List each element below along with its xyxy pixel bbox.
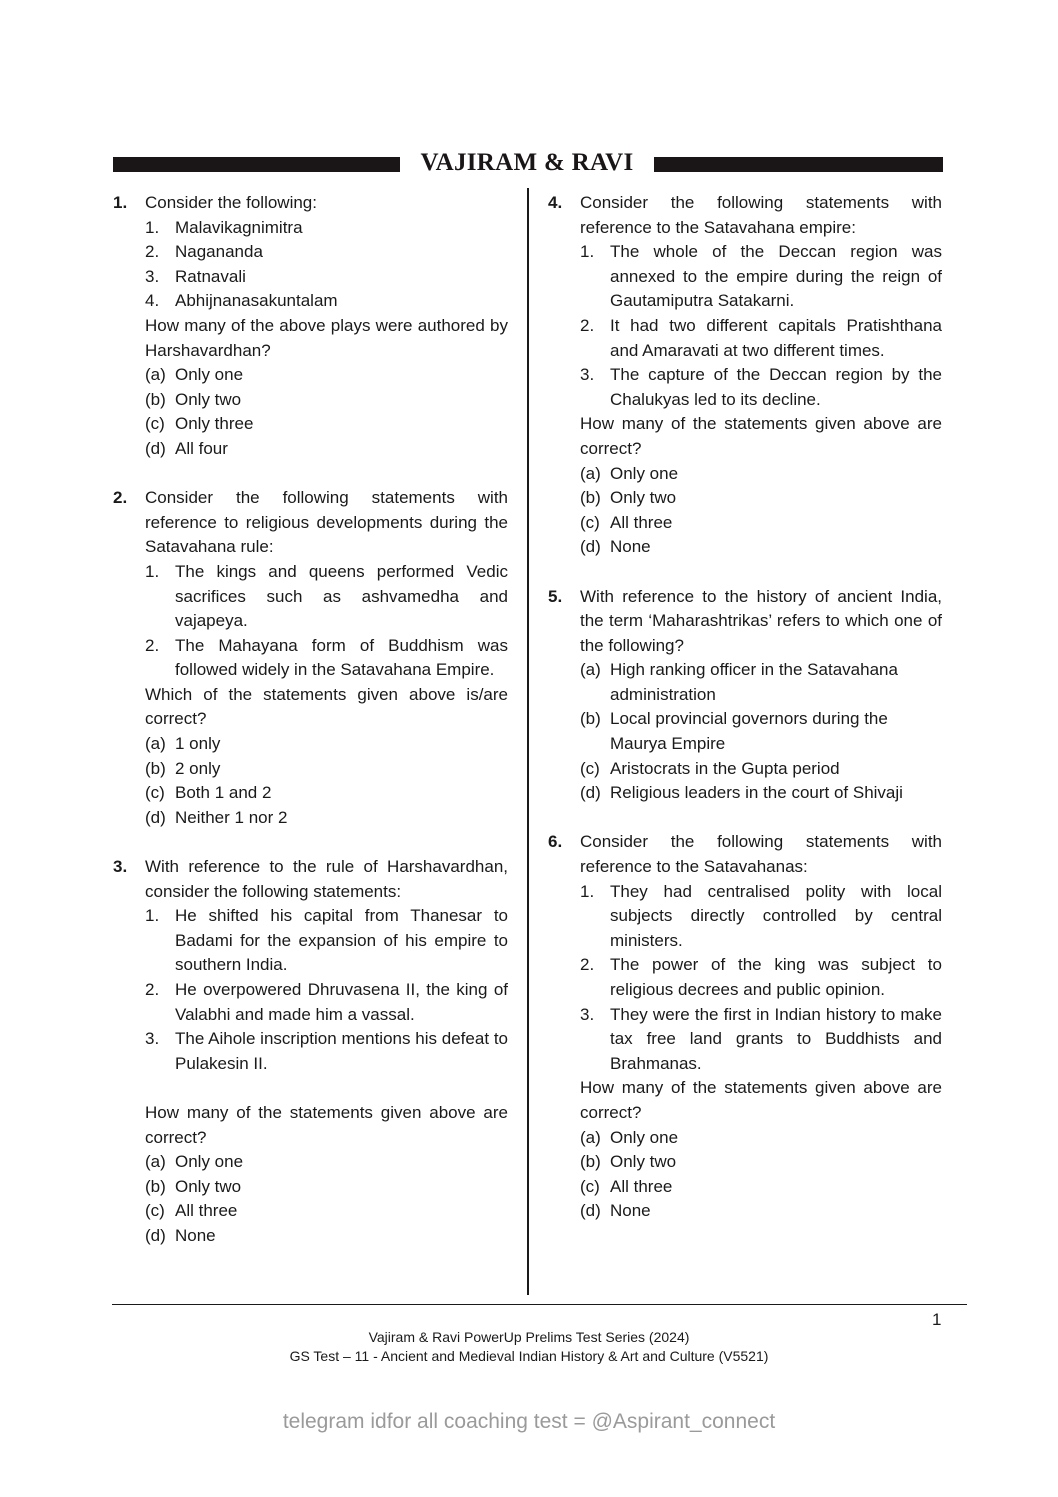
option-text: Only three bbox=[175, 414, 254, 434]
question-prompt: How many of the above plays were authored by Harshavardhan? bbox=[145, 315, 508, 360]
answer-option bbox=[580, 462, 942, 487]
option-text: Only two bbox=[175, 1176, 242, 1196]
statement-text: They had centralised polity with local subjects directly controlled by central ministers. bbox=[610, 881, 942, 950]
option-text: Local provincial governors during the Maurya Empire bbox=[610, 709, 888, 754]
right-column bbox=[548, 191, 942, 1249]
statement-label: 3. bbox=[580, 365, 595, 385]
answer-option bbox=[145, 732, 508, 757]
answer-option bbox=[145, 1150, 508, 1175]
statement-item bbox=[145, 216, 508, 241]
question-number: 6. bbox=[548, 832, 563, 852]
question-body bbox=[145, 191, 508, 462]
statement-item bbox=[580, 240, 942, 314]
option-label: (a) bbox=[145, 1152, 166, 1172]
option-label: (b) bbox=[145, 1176, 166, 1196]
question-4 bbox=[548, 191, 942, 560]
option-label: (c) bbox=[145, 414, 165, 434]
statement-text: The power of the king was subject to religious decrees and public opinion. bbox=[610, 955, 942, 999]
option-text: Only one bbox=[175, 1152, 244, 1172]
answer-option bbox=[580, 707, 942, 756]
statement-label: 2. bbox=[145, 242, 160, 262]
statement-item bbox=[145, 904, 508, 978]
question-1 bbox=[113, 191, 508, 462]
statement-text: It had two different capitals Pratishthana and Amaravati at two different times. bbox=[610, 315, 942, 360]
footer-rule bbox=[112, 1304, 967, 1305]
question-stem: Consider the following: bbox=[145, 193, 317, 212]
statement-text: He shifted his capital from Thanesar to Badami for the expansion of his empire to southern India. bbox=[175, 906, 508, 975]
statement-item bbox=[580, 363, 942, 412]
statement-label: 1. bbox=[580, 242, 595, 262]
statement-text: The Mahayana form of Buddhism was followed widely in the Satavahana Empire. bbox=[175, 635, 508, 680]
question-body bbox=[580, 830, 942, 1224]
option-label: (c) bbox=[580, 512, 600, 532]
answer-option bbox=[145, 1175, 508, 1200]
statement-item bbox=[580, 953, 942, 1002]
statement-label: 1. bbox=[145, 217, 160, 237]
option-text: Neither 1 nor 2 bbox=[175, 807, 288, 827]
page-number: 1 bbox=[932, 1310, 942, 1329]
option-text: All three bbox=[175, 1201, 238, 1221]
left-column bbox=[113, 191, 508, 1273]
option-text: Only two bbox=[610, 1152, 677, 1172]
statement-text: He overpowered Dhruvasena II, the king of Valabhi and made him a vassal. bbox=[175, 980, 508, 1024]
answer-option bbox=[580, 486, 942, 511]
answer-option bbox=[145, 412, 508, 437]
option-label: (c) bbox=[580, 1176, 600, 1196]
statement-label: 2. bbox=[145, 980, 160, 999]
statement-text: The whole of the Deccan region was annexed to the empire during the reign of Gautamiputra Satakarni. bbox=[610, 242, 942, 311]
column-divider bbox=[527, 188, 529, 1295]
option-label: (a) bbox=[580, 1127, 601, 1147]
statement-text: They were the first in Indian history to make tax free land grants to Buddhists and Brahmanas. bbox=[610, 1004, 942, 1073]
option-label: (d) bbox=[580, 1201, 601, 1221]
option-label: (a) bbox=[145, 734, 166, 754]
question-stem: With reference to the rule of Harshavardhan, consider the following statements: bbox=[145, 857, 508, 901]
answer-option bbox=[145, 363, 508, 388]
statement-item bbox=[145, 634, 508, 683]
option-label: (b) bbox=[580, 488, 601, 508]
option-text: Only one bbox=[610, 463, 679, 483]
option-text: Only two bbox=[175, 389, 242, 409]
statement-text: The Aihole inscription mentions his defeat to Pulakesin II. bbox=[175, 1029, 508, 1073]
option-label: (a) bbox=[580, 463, 601, 483]
option-label: (d) bbox=[580, 537, 601, 557]
option-label: (c) bbox=[580, 758, 600, 778]
option-text: Aristocrats in the Gupta period bbox=[610, 758, 840, 778]
statement-label: 1. bbox=[145, 561, 160, 581]
footer-series: Vajiram & Ravi PowerUp Prelims Test Series (2024) bbox=[368, 1329, 690, 1345]
option-text: All three bbox=[610, 512, 673, 532]
header-bar-right bbox=[654, 157, 943, 172]
question-number: 2. bbox=[113, 488, 128, 508]
option-text: Only two bbox=[610, 488, 677, 508]
option-text: Both 1 and 2 bbox=[175, 783, 272, 803]
statement-text: Abhijnanasakuntalam bbox=[175, 291, 338, 311]
statement-item bbox=[145, 978, 508, 1027]
answer-option bbox=[580, 781, 942, 806]
question-prompt: How many of the statements given above are correct? bbox=[145, 1102, 508, 1147]
statement-label: 4. bbox=[145, 291, 160, 311]
question-stem: Consider the following statements with reference to the Satavahanas: bbox=[580, 832, 942, 877]
answer-option bbox=[580, 535, 942, 560]
option-text: 2 only bbox=[175, 758, 221, 778]
statement-text: The kings and queens performed Vedic sacrifices such as ashvamedha and vajapeya. bbox=[175, 561, 508, 631]
answer-option bbox=[580, 1175, 942, 1200]
question-number: 4. bbox=[548, 193, 563, 212]
option-label: (c) bbox=[145, 1201, 165, 1221]
question-stem: Consider the following statements with reference to the Satavahana empire: bbox=[580, 193, 942, 237]
option-label: (d) bbox=[145, 438, 166, 458]
option-text: 1 only bbox=[175, 734, 221, 754]
statement-item bbox=[145, 289, 508, 314]
question-body bbox=[580, 585, 942, 806]
answer-option bbox=[145, 388, 508, 413]
statement-text: Nagananda bbox=[175, 242, 263, 262]
answer-option bbox=[580, 757, 942, 782]
question-number: 3. bbox=[113, 857, 128, 877]
statement-label: 2. bbox=[145, 635, 160, 655]
statement-text: Malavikagnimitra bbox=[175, 217, 303, 237]
option-text: All three bbox=[610, 1176, 673, 1196]
answer-option bbox=[580, 1150, 942, 1175]
question-stem: With reference to the history of ancient India, the term ‘Maharashtrikas’ refers to which one of the following? bbox=[580, 586, 942, 655]
option-label: (b) bbox=[580, 1152, 601, 1172]
answer-option bbox=[145, 437, 508, 462]
answer-option bbox=[580, 1126, 942, 1151]
question-body bbox=[580, 191, 942, 560]
brand-title: VAJIRAM & RAVI bbox=[420, 149, 634, 176]
question-body bbox=[145, 486, 508, 830]
statement-item bbox=[145, 265, 508, 290]
option-text: None bbox=[610, 537, 651, 557]
option-label: (b) bbox=[145, 758, 166, 778]
question-2 bbox=[113, 486, 508, 830]
statement-item bbox=[145, 1027, 508, 1076]
answer-option bbox=[580, 658, 942, 707]
option-label: (b) bbox=[580, 709, 601, 729]
option-text: Only one bbox=[175, 365, 244, 385]
option-label: (a) bbox=[145, 365, 166, 385]
statement-label: 2. bbox=[580, 955, 595, 975]
answer-option bbox=[145, 1199, 508, 1224]
statement-label: 2. bbox=[580, 315, 595, 335]
answer-option bbox=[145, 757, 508, 782]
statement-label: 3. bbox=[580, 1004, 595, 1024]
answer-option bbox=[580, 1199, 942, 1224]
statement-item bbox=[580, 880, 942, 954]
spacer bbox=[145, 1076, 508, 1101]
option-label: (d) bbox=[580, 783, 601, 803]
question-prompt: How many of the statements given above are correct? bbox=[580, 1078, 942, 1122]
question-5 bbox=[548, 585, 942, 806]
question-prompt: How many of the statements given above are correct? bbox=[580, 414, 942, 458]
option-label: (a) bbox=[580, 660, 601, 680]
statement-item bbox=[145, 560, 508, 634]
question-6 bbox=[548, 830, 942, 1224]
option-text: Religious leaders in the court of Shivaji bbox=[610, 783, 903, 803]
statement-text: The capture of the Deccan region by the Chalukyas led to its decline. bbox=[610, 365, 942, 409]
statement-item bbox=[145, 240, 508, 265]
statement-label: 1. bbox=[580, 881, 595, 901]
option-label: (c) bbox=[145, 783, 165, 803]
option-text: All four bbox=[175, 438, 228, 458]
question-prompt: Which of the statements given above is/are correct? bbox=[145, 684, 508, 729]
statement-label: 1. bbox=[145, 906, 160, 926]
statement-item bbox=[580, 314, 942, 363]
footer-test-title: GS Test – 11 - Ancient and Medieval Indian History & Art and Culture (V5521) bbox=[289, 1348, 769, 1364]
header-bar-left bbox=[113, 157, 400, 172]
answer-option bbox=[145, 806, 508, 831]
question-3 bbox=[113, 855, 508, 1249]
answer-option bbox=[580, 511, 942, 536]
answer-option bbox=[145, 1224, 508, 1249]
statement-label: 3. bbox=[145, 1029, 160, 1049]
option-text: None bbox=[610, 1201, 651, 1221]
question-stem: Consider the following statements with reference to religious developments during the Satavahana rule: bbox=[145, 488, 508, 557]
option-label: (d) bbox=[145, 807, 166, 827]
option-text: Only one bbox=[610, 1127, 679, 1147]
question-body bbox=[145, 855, 508, 1249]
option-text: High ranking officer in the Satavahana administration bbox=[610, 660, 898, 704]
question-number: 5. bbox=[548, 586, 563, 606]
answer-option bbox=[145, 781, 508, 806]
option-label: (d) bbox=[145, 1225, 166, 1245]
watermark: telegram idfor all coaching test = @Aspirant_connect bbox=[282, 1410, 776, 1433]
option-label: (b) bbox=[145, 389, 166, 409]
statement-item bbox=[580, 1003, 942, 1077]
question-number: 1. bbox=[113, 193, 128, 212]
statement-label: 3. bbox=[145, 266, 160, 286]
option-text: None bbox=[175, 1225, 216, 1245]
statement-text: Ratnavali bbox=[175, 266, 246, 286]
